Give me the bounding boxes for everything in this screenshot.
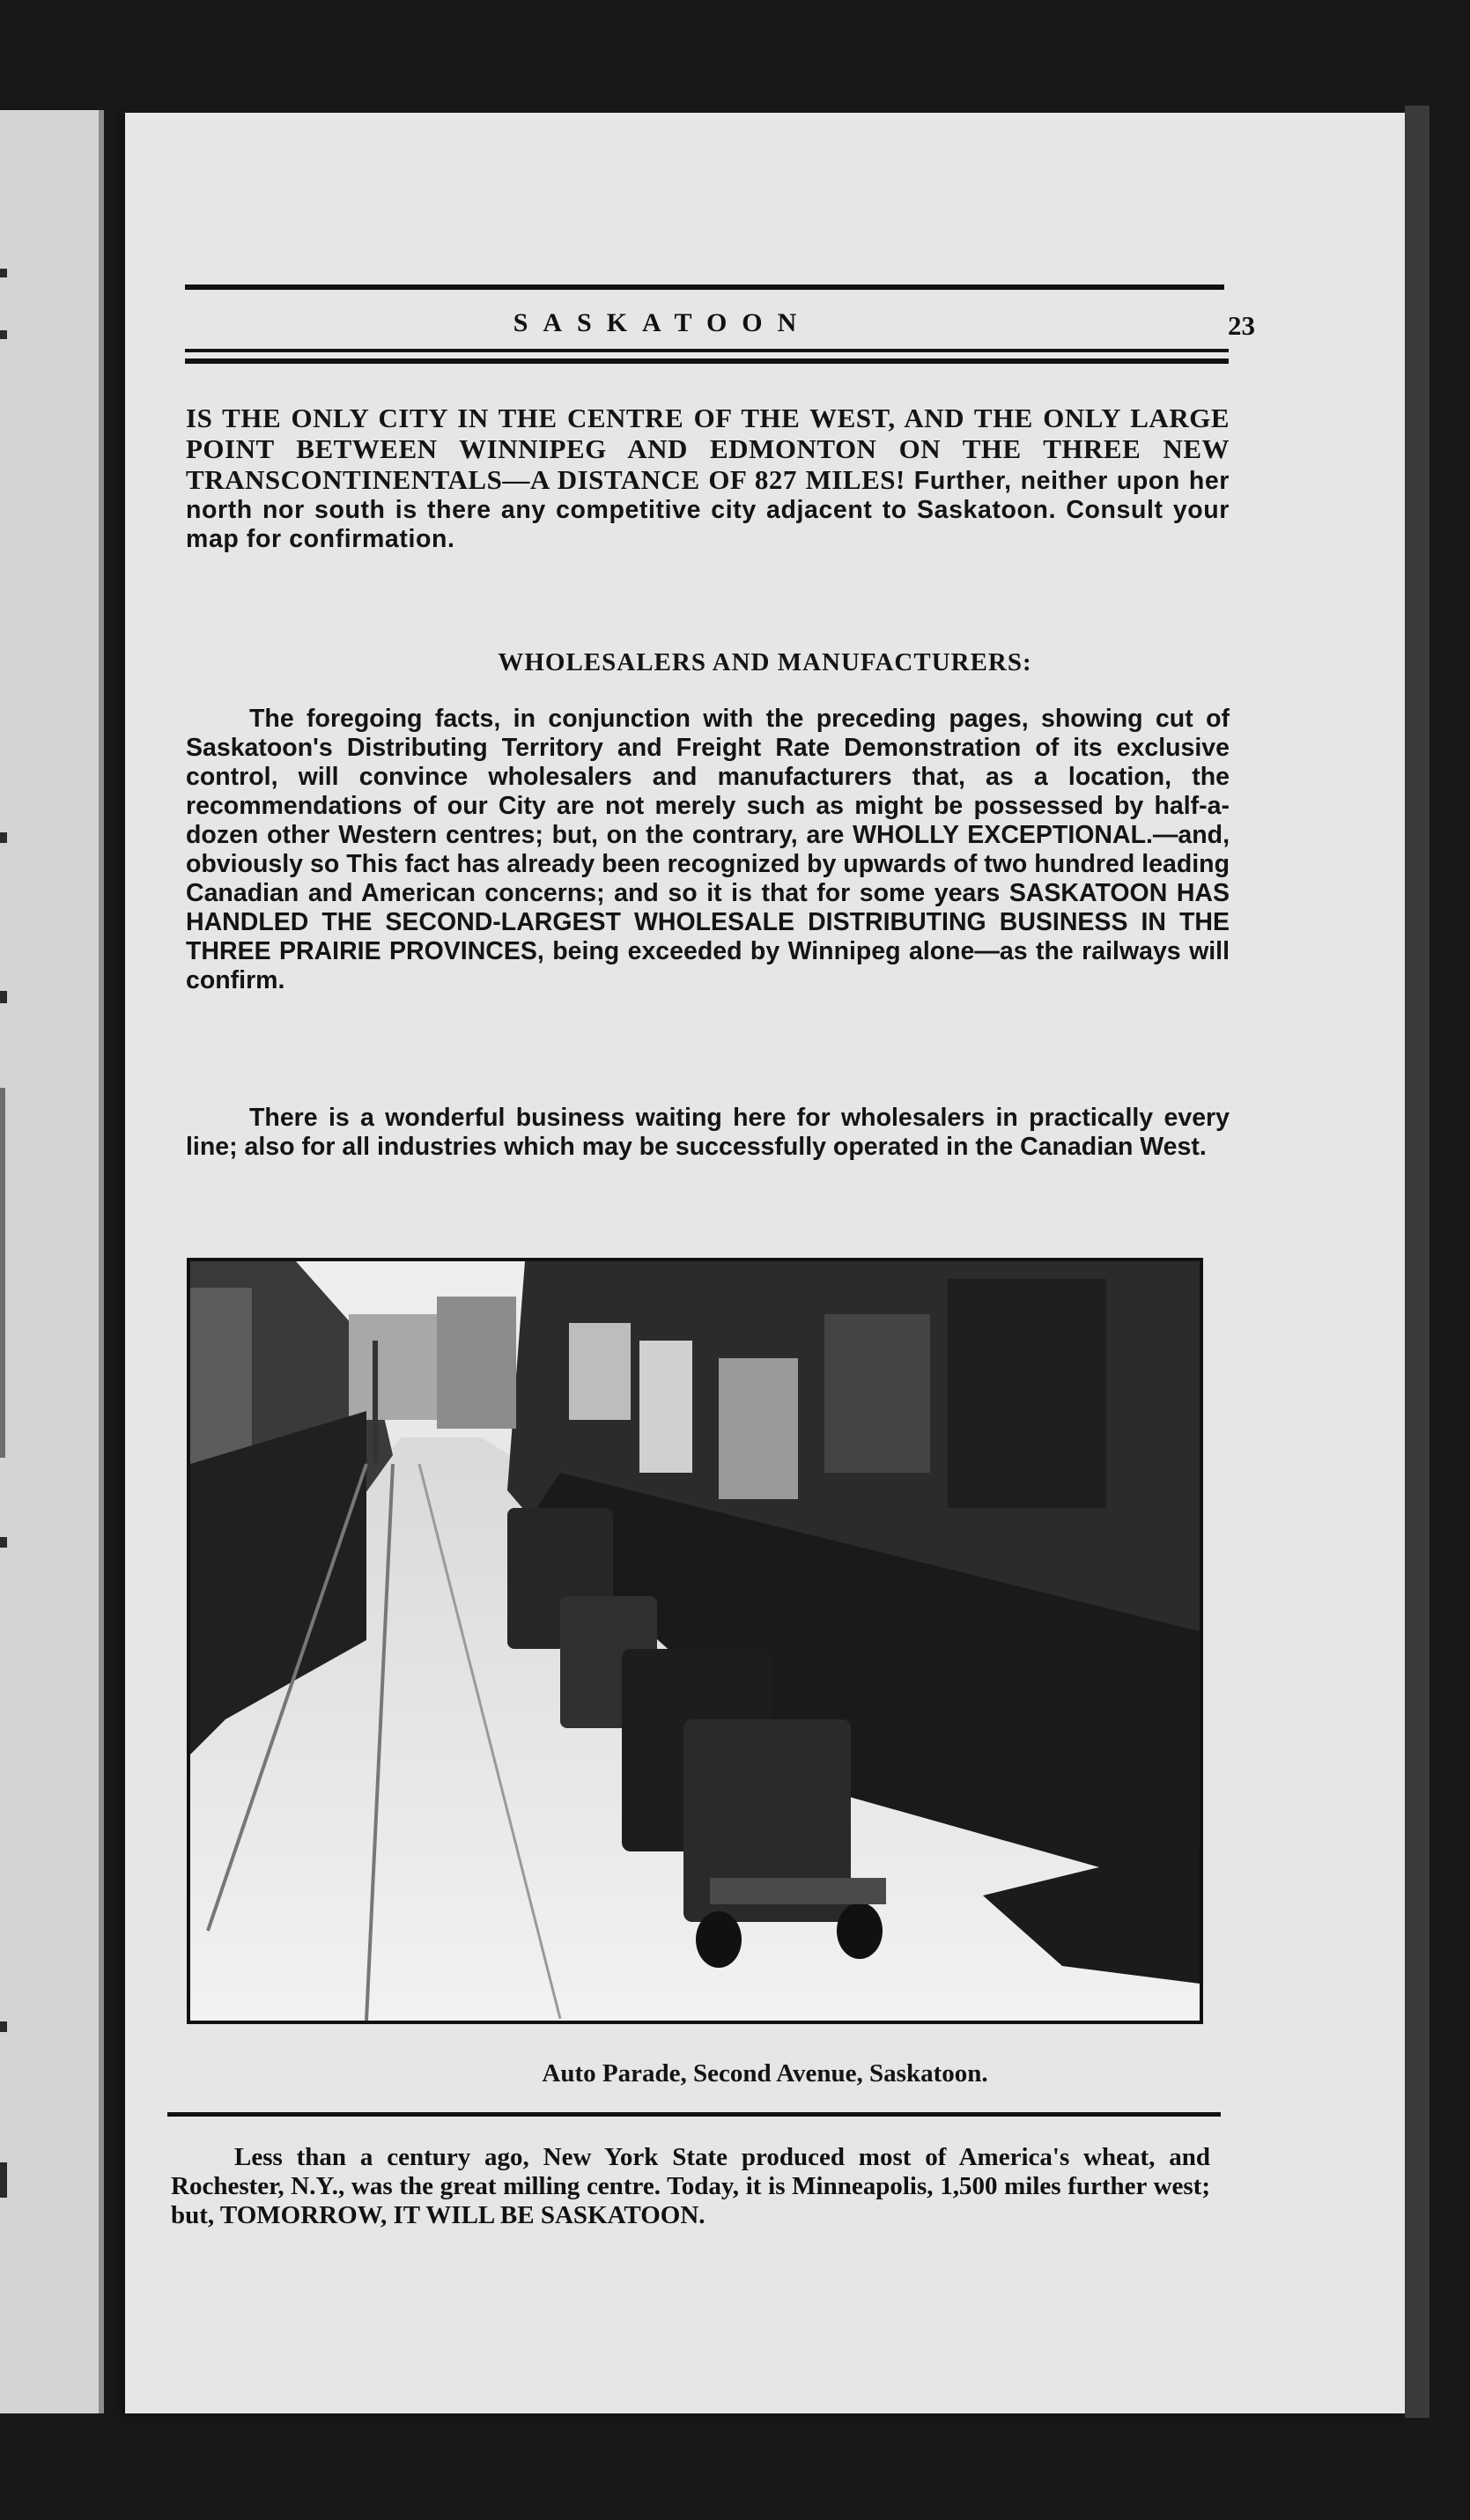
page-number: 23 bbox=[1228, 310, 1255, 341]
book-page bbox=[125, 113, 1405, 2413]
footer-note: Less than a century ago, New York State produced most of America's wheat, and Rochester, N.Y., was the great milling centre. Today, it is Minneapolis, 1,500 miles further west; but, TOMORROW, IT WILL BE SASKATOON. bbox=[171, 2143, 1210, 2229]
header-top-rule bbox=[185, 285, 1224, 290]
running-title: SASKATOON bbox=[513, 308, 812, 337]
section-heading: WHOLESALERS AND MANUFACTURERS: bbox=[498, 648, 1032, 676]
footer-rule bbox=[167, 2112, 1221, 2117]
facing-page-bleed bbox=[0, 2162, 7, 2198]
facing-page-bleed bbox=[0, 269, 7, 277]
facing-page-bleed bbox=[0, 1537, 7, 1548]
lead-paragraph bbox=[186, 403, 1230, 554]
photo-illustration bbox=[190, 1261, 1200, 2021]
facing-page-bleed bbox=[0, 2021, 7, 2032]
photo-caption: Auto Parade, Second Avenue, Saskatoon. bbox=[542, 2059, 988, 2088]
facing-page-bleed bbox=[0, 1088, 5, 1458]
facing-page-bleed bbox=[0, 832, 7, 843]
header-bottom-rule-2 bbox=[185, 358, 1229, 364]
lead-text: Further, neither upon her north nor south is there any competitive city adjacent to Saskatoon. Consult your map for confirmation. bbox=[186, 467, 1230, 553]
facing-page-bleed bbox=[0, 330, 7, 339]
book-cover-edge bbox=[1405, 106, 1429, 2418]
section-paragraph-2: There is a wonderful business waiting here for wholesalers in practically every line; also for all industries which may be successfully operated in the Canadian West. bbox=[186, 1104, 1230, 1161]
lead-caps-text: IS THE ONLY CITY IN THE CENTRE OF THE WEST, AND THE ONLY LARGE POINT BETWEEN WINNIPEG AND EDMONTON ON THE THREE NEW TRANSCONTINENTALS—A DISTANCE OF 827 MILES! bbox=[186, 403, 1230, 495]
header-bottom-rule-1 bbox=[185, 349, 1229, 352]
auto-parade-photo bbox=[187, 1258, 1203, 2024]
facing-page-bleed bbox=[0, 991, 7, 1003]
facing-page-edge bbox=[0, 110, 104, 2413]
page-content bbox=[125, 113, 1405, 2413]
section-paragraph-1: The foregoing facts, in conjunction with the preceding pages, showing cut of Saskatoon's Distributing Territory and Freight Rate Demonstration of its exclusive control, will convince wholesalers and manufacturers that, as a location, the recommendations of our City are not merely such as might be possessed by half-a-dozen other Western centres; but, on the contrary, are WHOLLY EXCEPTIONAL.—and, obviously so This fact has already been recognized by upwards of two hundred leading Canadian and American concerns; and so it is that for some years SASKATOON HAS HANDLED THE SECOND-LARGEST WHOLESALE DISTRIBUTING BUSINESS IN THE THREE PRAIRIE PROVINCES, being exceeded by Winnipeg alone—as the railways will confirm. bbox=[186, 705, 1230, 994]
